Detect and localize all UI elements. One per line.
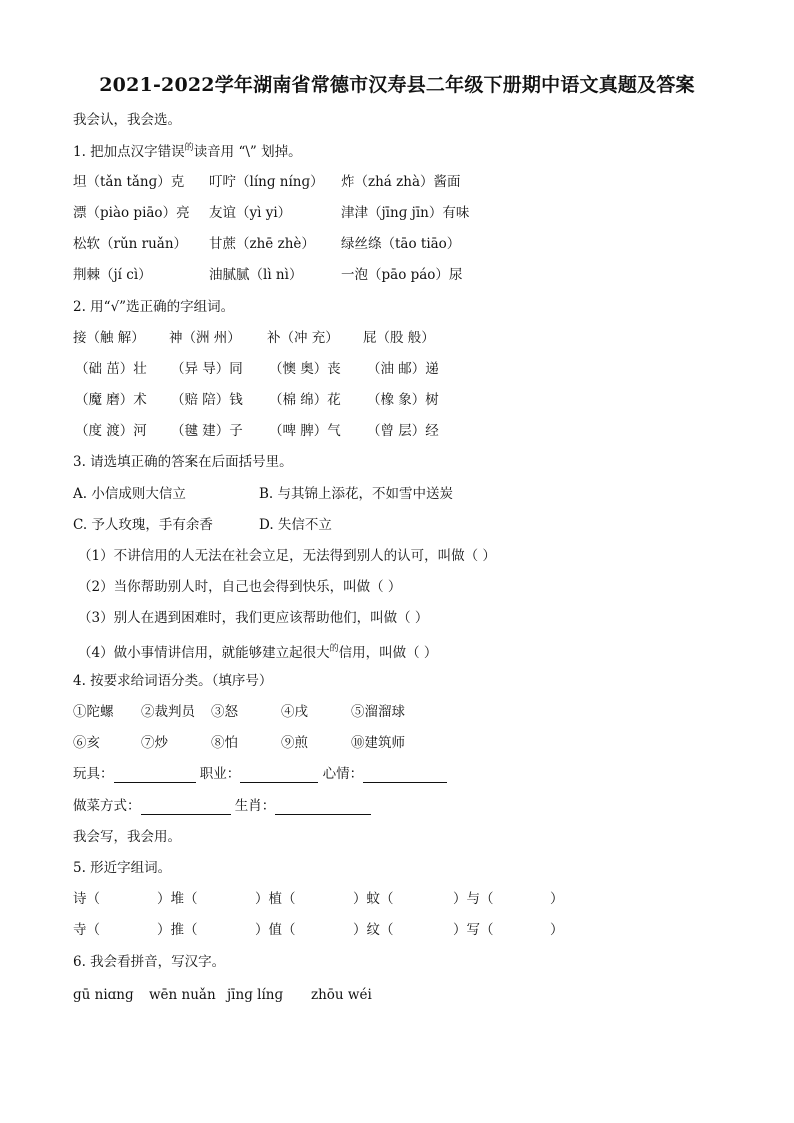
question-2-prompt: 2. 用“√”选正确的字组词。 xyxy=(73,299,235,315)
question-4-word: ②裁判员 xyxy=(141,704,195,720)
question-3-option-d: D. 失信不立 xyxy=(259,517,332,533)
question-4-word: ⑥亥 xyxy=(73,735,100,751)
question-1-prompt-text-2: 读音用 “\” 划掉。 xyxy=(193,144,302,160)
question-4-word: ①陀螺 xyxy=(73,704,114,720)
mood-answer-blank[interactable] xyxy=(363,768,447,783)
question-5-char: ）推（ xyxy=(157,922,198,938)
section-heading-recognize: 我会认，我会选。 xyxy=(73,112,181,128)
question-1-item: 漂（piào piāo）亮 xyxy=(73,205,190,221)
question-3-item-4-text: （4）做小事情讲信用，就能够建立起很大 xyxy=(78,645,330,661)
question-3-item-1: （1）不讲信用的人无法在社会立足，无法得到别人的认可，叫做（ ） xyxy=(78,548,496,564)
question-1-item: 友谊（yì yi） xyxy=(209,205,292,221)
question-3-item-4 xyxy=(78,644,437,664)
question-2-item: （啤 脾）气 xyxy=(269,423,341,439)
question-2-item: （魔 磨）术 xyxy=(75,392,147,408)
question-5-char: ）蚊（ xyxy=(353,891,394,907)
question-2-item: 接（触 解） xyxy=(73,330,145,346)
zodiac-label: 生肖： xyxy=(234,798,276,814)
question-1-item: 炸（zhá zhà）酱面 xyxy=(341,174,461,190)
question-2-item: （橡 象）树 xyxy=(367,392,439,408)
question-5-char: ）与（ xyxy=(453,891,494,907)
question-4-answer-row xyxy=(73,765,447,783)
question-2-item: （度 渡）河 xyxy=(75,423,147,439)
question-2-item: （毽 建）子 xyxy=(171,423,243,439)
question-4-word: ⑨煎 xyxy=(281,735,308,751)
question-5-char: ）纹（ xyxy=(353,922,394,938)
question-1-prompt xyxy=(73,143,302,163)
cooking-label: 做菜方式： xyxy=(73,798,141,814)
question-5-char: ） xyxy=(550,922,564,938)
question-5-char: ） xyxy=(550,891,564,907)
question-4-word: ④戌 xyxy=(281,704,308,720)
pinyin-item: wēn nuǎn xyxy=(149,987,216,1003)
question-1-item: 绿丝绦（tāo tiāo） xyxy=(341,236,461,252)
question-4-word: ⑧怕 xyxy=(211,735,238,751)
question-6-prompt: 6. 我会看拼音，写汉字。 xyxy=(73,954,226,970)
toy-answer-blank[interactable] xyxy=(114,768,196,783)
question-2-item: 补（冲 充） xyxy=(267,330,339,346)
pinyin-item: ɡū niɑnɡ xyxy=(73,987,134,1003)
job-answer-blank[interactable] xyxy=(240,768,318,783)
question-3-option-c: C. 予人玫瑰，手有余香 xyxy=(73,517,213,533)
question-3-item-4-text-2: 信用，叫做（ ） xyxy=(338,645,438,661)
question-4-word: ③怒 xyxy=(211,704,238,720)
question-1-item: 荆棘（jí cì） xyxy=(73,267,152,283)
question-2-item: 神（洲 州） xyxy=(169,330,241,346)
toy-label: 玩具： xyxy=(73,766,114,782)
question-5-char: 寺（ xyxy=(73,922,100,938)
pinyin-item: jīnɡ línɡ xyxy=(227,987,284,1003)
question-3-item-4-sup: 的 xyxy=(329,644,339,654)
question-2-item: （棉 绵）花 xyxy=(269,392,341,408)
question-2-item: 屁（股 般） xyxy=(363,330,435,346)
question-4-prompt: 4. 按要求给词语分类。（填序号） xyxy=(73,673,273,689)
zodiac-answer-blank[interactable] xyxy=(275,800,371,815)
question-2-item: （油 邮）递 xyxy=(367,361,439,377)
question-1-item: 坦（tǎn tǎnɡ）克 xyxy=(73,174,185,190)
question-1-item: 甘蔗（zhē zhè） xyxy=(209,236,315,252)
question-3-item-2: （2）当你帮助别人时，自己也会得到快乐，叫做（ ） xyxy=(78,579,402,595)
question-2-item: （础 茁）壮 xyxy=(75,361,147,377)
question-4-word: ⑦炒 xyxy=(141,735,168,751)
page-title: 2021-2022学年湖南省常德市汉寿县二年级下册期中语文真题及答案 xyxy=(99,74,695,96)
question-3-prompt: 3. 请选填正确的答案在后面括号里。 xyxy=(73,454,293,470)
question-1-item: 叮咛（línɡ nínɡ） xyxy=(209,174,324,190)
question-1-prompt-text: 1. 把加点汉字错误 xyxy=(73,144,185,160)
question-5-prompt: 5. 形近字组词。 xyxy=(73,860,172,876)
question-2-item: （曾 层）经 xyxy=(367,423,439,439)
pinyin-item: zhōu wéi xyxy=(311,987,372,1003)
job-label: 职业： xyxy=(199,766,241,782)
question-2-item: （异 导）同 xyxy=(171,361,243,377)
question-1-item: 油腻腻（lì nì） xyxy=(209,267,303,283)
question-5-char: 诗（ xyxy=(73,891,100,907)
question-5-char: ）植（ xyxy=(255,891,296,907)
mood-label: 心情： xyxy=(322,766,364,782)
cooking-answer-blank[interactable] xyxy=(141,800,231,815)
question-2-item: （懊 奥）丧 xyxy=(269,361,341,377)
question-3-item-3: （3）别人在遇到困难时，我们更应该帮助他们，叫做（ ） xyxy=(78,610,429,626)
question-1-item: 津津（jīnɡ jīn）有味 xyxy=(341,205,470,221)
question-1-item: 一泡（pāo páo）尿 xyxy=(341,267,463,283)
question-4-answer-row xyxy=(73,797,371,815)
question-4-word: ⑤溜溜球 xyxy=(351,704,405,720)
question-4-word: ⑩建筑师 xyxy=(351,735,405,751)
question-1-prompt-sup: 的 xyxy=(184,143,194,153)
question-5-char: ）堆（ xyxy=(157,891,198,907)
question-1-item: 松软（rǔn ruǎn） xyxy=(73,236,188,252)
question-5-char: ）值（ xyxy=(255,922,296,938)
question-5-char: ）写（ xyxy=(453,922,494,938)
question-3-option-a: A. 小信成则大信立 xyxy=(73,486,186,502)
question-2-item: （赔 陪）钱 xyxy=(171,392,243,408)
section-heading-write: 我会写，我会用。 xyxy=(73,829,181,845)
question-3-option-b: B. 与其锦上添花，不如雪中送炭 xyxy=(259,486,454,502)
